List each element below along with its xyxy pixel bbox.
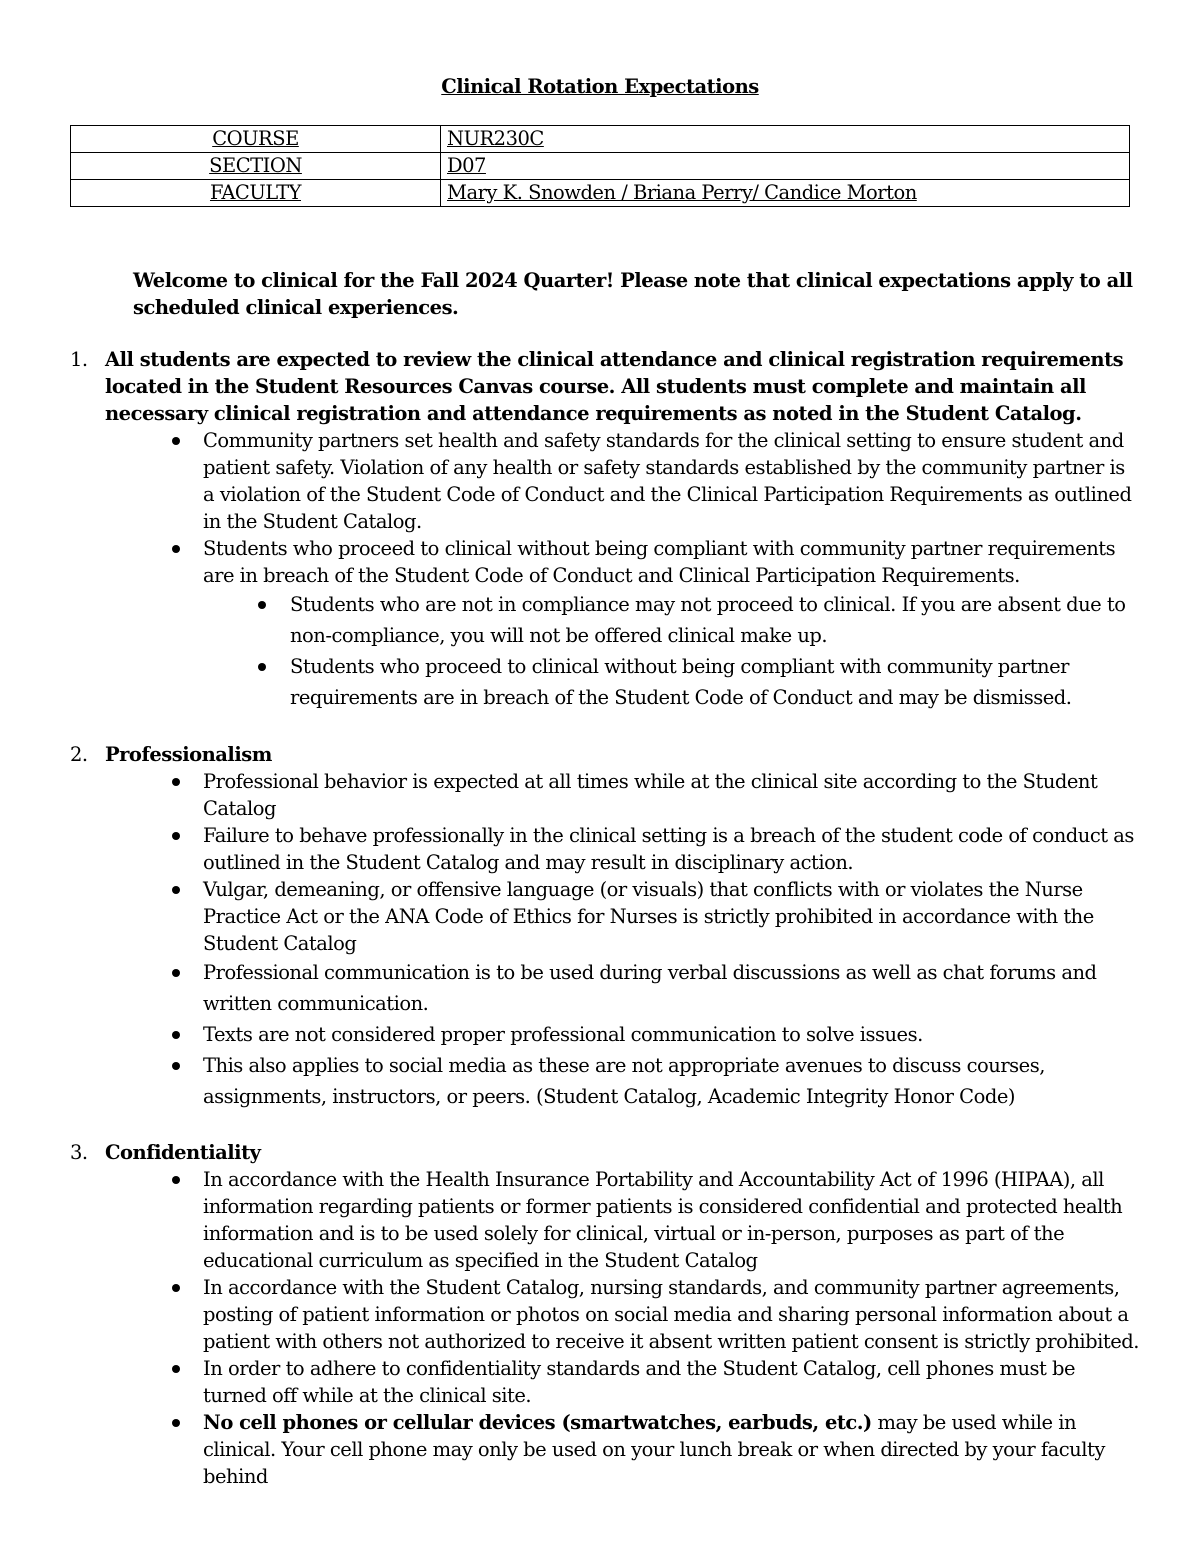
table-row [71,180,1130,207]
list-item [70,1019,1140,1050]
section-heading [70,1139,1140,1166]
list-item-text: In accordance with the Student Catalog, nursing standards, and community partner agreements, posting of patient information or photos on social media and sharing personal information about a patient with others not authorized to receive it absent written patient consent is strictly prohibited. [203,1276,1139,1353]
list-item [70,1274,1140,1355]
list-item [70,427,1140,535]
list-item-text: Professional behavior is expected at all times while at the clinical site according to the Student Catalog [203,770,1098,820]
bullet-icon [258,601,266,609]
faculty-value: Mary K. Snowden / Briana Perry/ Candice Morton [441,180,1130,207]
bullet-icon [172,1176,180,1184]
bullet-icon [258,663,266,671]
list-item-text: Professional communication is to be used during verbal discussions as well as chat forums and written communication. [203,961,1097,1015]
list-item-text: Texts are not considered proper professional communication to solve issues. [203,1023,923,1046]
list-item-text: Community partners set health and safety standards for the clinical setting to ensure student and patient safety. Violation of any health or safety standards established by the community partner is a violation of the Student Code of Conduct and the Clinical Participation Requirements as outlined in the Student Catalog. [203,429,1132,533]
course-value: NUR230C [441,126,1130,153]
bullet-list [70,1166,1140,1490]
bullet-icon [172,1419,180,1427]
list-item-text: Students who are not in compliance may not proceed to clinical. If you are absent due to non-compliance, you will not be offered clinical make up. [290,593,1126,647]
course-label: COURSE [71,126,441,153]
page-title: Clinical Rotation Expectations [441,75,759,98]
list-item [70,589,1140,651]
list-item [70,876,1140,957]
section-heading-text: All students are expected to review the clinical attendance and clinical registration requirements located in the Student Resources Canvas course. All students must complete and maintain all necessary clinical registration and attendance requirements as noted in the Student Catalog. [105,348,1124,425]
list-item-text: Students who proceed to clinical without being compliant with community partner requirements are in breach of the Student Code of Conduct and may be dismissed. [290,655,1072,709]
list-item [70,1355,1140,1409]
section-number: 2. [70,743,88,766]
section-number: 3. [70,1141,88,1164]
section-3 [70,1139,1140,1490]
bullet-icon [172,1062,180,1070]
list-item-text: Failure to behave professionally in the clinical setting is a breach of the student code of conduct as outlined in the Student Catalog and may result in disciplinary action. [203,824,1134,874]
list-item-text: may be used while in clinical. Your cell phone may only be used on your lunch break or when directed by your faculty behind [203,1411,1105,1488]
list-item-text: Vulgar, demeaning, or offensive language (or visuals) that conflicts with or violates the Nurse Practice Act or the ANA Code of Ethics for Nurses is strictly prohibited in accordance with the Student Catalog [203,878,1094,955]
table-row [71,153,1130,180]
section-value: D07 [441,153,1130,180]
list-item [70,1409,1140,1490]
bullet-icon [172,1365,180,1373]
table-row [71,126,1130,153]
section-number: 1. [70,348,88,371]
list-item [70,1050,1140,1112]
list-item [70,957,1140,1019]
section-label: SECTION [71,153,441,180]
sub-bullet-list [70,589,1140,713]
list-item-text: This also applies to social media as these are not appropriate avenues to discuss courses, assignments, instructors, or peers. (Student Catalog, Academic Integrity Honor Code) [203,1054,1045,1108]
section-2 [70,741,1140,1112]
section-heading-text: Confidentiality [105,1141,261,1164]
list-item-text: Students who proceed to clinical without being compliant with community partner requirements are in breach of the Student Code of Conduct and Clinical Participation Requirements. [203,537,1116,587]
section-heading-text: Professionalism [105,743,272,766]
list-item [70,768,1140,822]
list-item-text: In accordance with the Health Insurance Portability and Accountability Act of 1996 (HIPAA), all information regarding patients or former patients is considered confidential and protected health information and is to be used solely for clinical, virtual or in-person, purposes as part of the educational curriculum as specified in the Student Catalog [203,1168,1123,1272]
bullet-icon [172,1284,180,1292]
bullet-icon [172,778,180,786]
bullet-icon [172,886,180,894]
bullet-list [70,427,1140,589]
section-1 [70,346,1140,713]
bullet-icon [172,437,180,445]
list-item [70,535,1140,589]
list-item [70,1166,1140,1274]
list-item [70,651,1140,713]
bullet-icon [172,1031,180,1039]
section-heading [70,346,1140,427]
bullet-icon [172,969,180,977]
list-item-text: In order to adhere to confidentiality standards and the Student Catalog, cell phones must be turned off while at the clinical site. [203,1357,1076,1407]
welcome-intro: Welcome to clinical for the Fall 2024 Quarter! Please note that clinical expectations apply to all scheduled clinical experiences. [133,269,1133,319]
course-info-table [70,125,1130,207]
bullet-icon [172,832,180,840]
list-item [70,822,1140,876]
bullet-list [70,768,1140,1112]
faculty-label: FACULTY [71,180,441,207]
section-heading [70,741,1140,768]
bullet-icon [172,545,180,553]
list-item-bold-text: No cell phones or cellular devices (smartwatches, earbuds, etc.) [203,1411,872,1434]
